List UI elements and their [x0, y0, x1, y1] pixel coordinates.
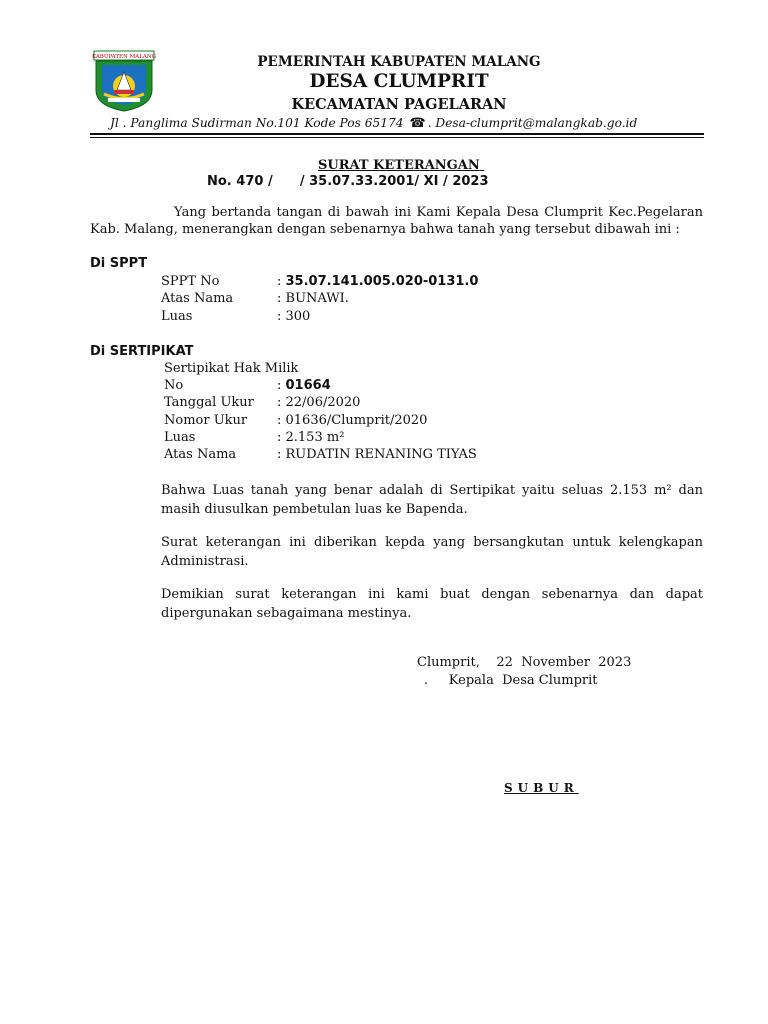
- address-text: Jl . Panglima Sudirman No.101 Kode Pos 65174: [110, 116, 404, 130]
- cert-value: : RUDATIN RENANING TIYAS: [277, 447, 477, 462]
- cert-value: : 01636/Clumprit/2020: [277, 413, 428, 428]
- svg-text:KABUPATEN MALANG: KABUPATEN MALANG: [92, 54, 156, 60]
- header-rule-thick: [90, 133, 704, 135]
- cert-label: Tanggal Ukur: [164, 395, 254, 410]
- header-address-line: [110, 116, 637, 131]
- closing-paragraph: Demikian surat keterangan ini kami buat dengan sebenarnya dan dapat dipergunakan sebagaimana mestinya.: [161, 587, 703, 621]
- cert-heading: Di SERTIPIKAT: [90, 344, 194, 359]
- sppt-label: SPPT No: [161, 274, 220, 289]
- cert-value: : 22/06/2020: [277, 395, 361, 410]
- sppt-label: Atas Nama: [161, 291, 234, 306]
- letter-number: No. 470 / / 35.07.33.2001/ XI / 2023: [207, 174, 489, 189]
- luas-paragraph: Bahwa Luas tanah yang benar adalah di Sertipikat yaitu seluas 2.153 m² dan masih diusulkan pembetulan luas ke Bapenda.: [161, 483, 703, 517]
- sppt-label: Luas: [161, 309, 193, 324]
- header-government: PEMERINTAH KABUPATEN MALANG: [257, 54, 541, 70]
- intro-paragraph: Yang bertanda tangan di bawah ini Kami Kepala Desa Clumprit Kec.Pegelaran Kab. Malang, menerangkan dengan sebenarnya bahwa tanah yang tersebut dibawah ini :: [90, 205, 703, 237]
- signatory-name: SUBUR: [504, 781, 579, 795]
- cert-value: : 2.153 m²: [277, 430, 345, 445]
- cert-label: Atas Nama: [164, 447, 237, 462]
- sppt-value: : 35.07.141.005.020-0131.0: [277, 274, 479, 289]
- header-district: KECAMATAN PAGELARAN: [291, 96, 507, 113]
- email-text: . Desa-clumprit@malangkab.go.id: [427, 116, 638, 130]
- sppt-heading: Di SPPT: [90, 256, 148, 271]
- place-date: Clumprit, 22 November 2023: [417, 655, 632, 670]
- phone-icon: ☎: [409, 116, 426, 131]
- cert-subheading: Sertipikat Hak Milik: [164, 361, 299, 376]
- cert-label: Luas: [164, 430, 196, 445]
- letter-title: SURAT KETERANGAN: [318, 158, 485, 173]
- header-village: DESA CLUMPRIT: [309, 71, 489, 92]
- purpose-paragraph: Surat keterangan ini diberikan kepda yang bersangkutan untuk kelengkapan Administrasi.: [161, 535, 703, 569]
- cert-label: Nomor Ukur: [164, 413, 248, 428]
- header-rule-thin: [90, 137, 704, 138]
- cert-value: : 01664: [277, 378, 331, 393]
- sppt-value: : BUNAWI.: [277, 291, 349, 306]
- cert-label: No: [164, 378, 184, 393]
- signatory-position: . Kepala Desa Clumprit: [424, 673, 598, 688]
- sppt-value: : 300: [277, 309, 311, 324]
